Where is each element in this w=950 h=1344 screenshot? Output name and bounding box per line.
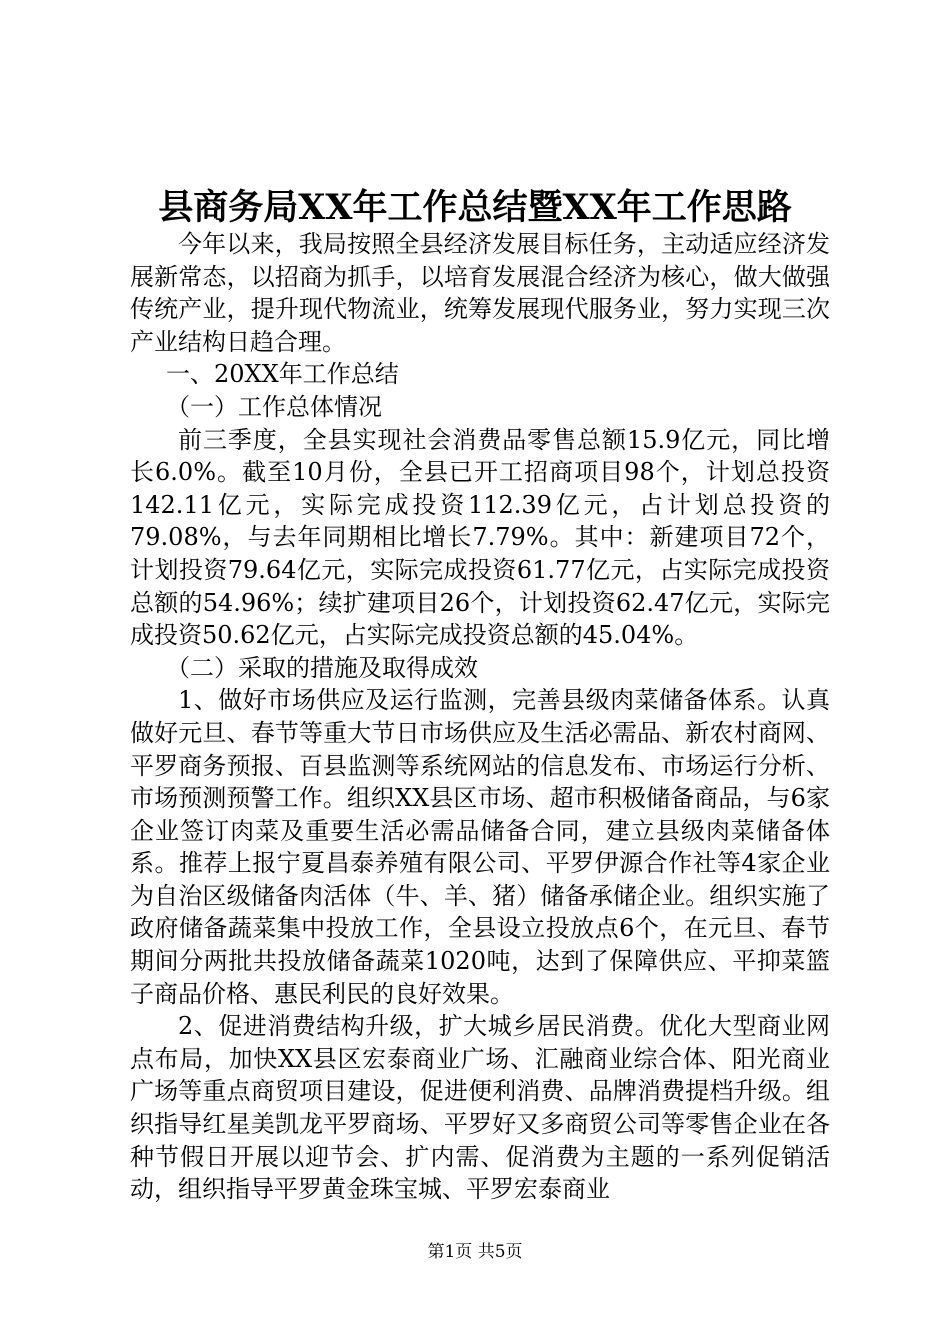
document-body bbox=[130, 228, 830, 1206]
intro-paragraph: 今年以来，我局按照全县经济发展目标任务，主动适应经济发展新常态，以招商为抓手，以培育发展混合经济为核心，做大做强传统产业，提升现代物流业，统筹发展现代服务业，努力实现三次产业结构日趋合理。 bbox=[130, 230, 830, 356]
measure-paragraph-1: 1、做好市场供应及运行监测，完善县级肉菜储备体系。认真做好元旦、春节等重大节日市场供应及生活必需品、新农村商网、平罗商务预报、百县监测等系统网站的信息发布、市场运行分析、市场预测预警工作。组织XX县区市场、超市积极储备商品，与6家企业签订肉菜及重要生活必需品储备合同，建立县级肉菜储备体系。推荐上报宁夏昌泰养殖有限公司、平罗伊源合作社等4家企业为自治区级储备肉活体（牛、羊、猪）储备承储企业。组织实施了政府储备蔬菜集中投放工作，全县设立投放点6个，在元旦、春节期间分两批共投放储备蔬菜1020吨，达到了保障供应、平抑菜篮子商品价格、惠民利民的良好效果。 bbox=[130, 686, 830, 1008]
page-footer: 第1页 共5页 bbox=[427, 1242, 523, 1262]
subsection-heading-2: （二）采取的措施及取得成效 bbox=[166, 653, 478, 682]
subsection-heading-1: （一）工作总体情况 bbox=[166, 392, 382, 421]
document-title: 县商务局XX年工作总结暨XX年工作思路 bbox=[158, 187, 792, 228]
section-heading-1: 一、20XX年工作总结 bbox=[166, 360, 399, 389]
measure-paragraph-2: 2、促进消费结构升级，扩大城乡居民消费。优化大型商业网点布局，加快XX县区宏泰商业广场、汇融商业综合体、阳光商业广场等重点商贸项目建设，促进便利消费、品牌消费提档升级。组织指导红星美凯龙平罗商场、平罗好又多商贸公司等零售企业在各种节假日开展以迎节会、扩内需、促消费为主题的一系列促销活动，组织指导平罗黄金珠宝城、平罗宏泰商业 bbox=[130, 1012, 830, 1204]
summary-paragraph: 前三季度，全县实现社会消费品零售总额15.9亿元，同比增长6.0%。截至10月份，全县已开工招商项目98个，计划总投资142.11亿元，实际完成投资112.39亿元，占计划总投资的79.08%，与去年同期相比增长7.79%。其中：新建项目72个，计划投资79.64亿元，实际完成投资61.77亿元，占实际完成投资总额的54.96%；续扩建项目26个，计划投资62.47亿元，实际完成投资50.62亿元，占实际完成投资总额的45.04%。 bbox=[130, 425, 830, 650]
